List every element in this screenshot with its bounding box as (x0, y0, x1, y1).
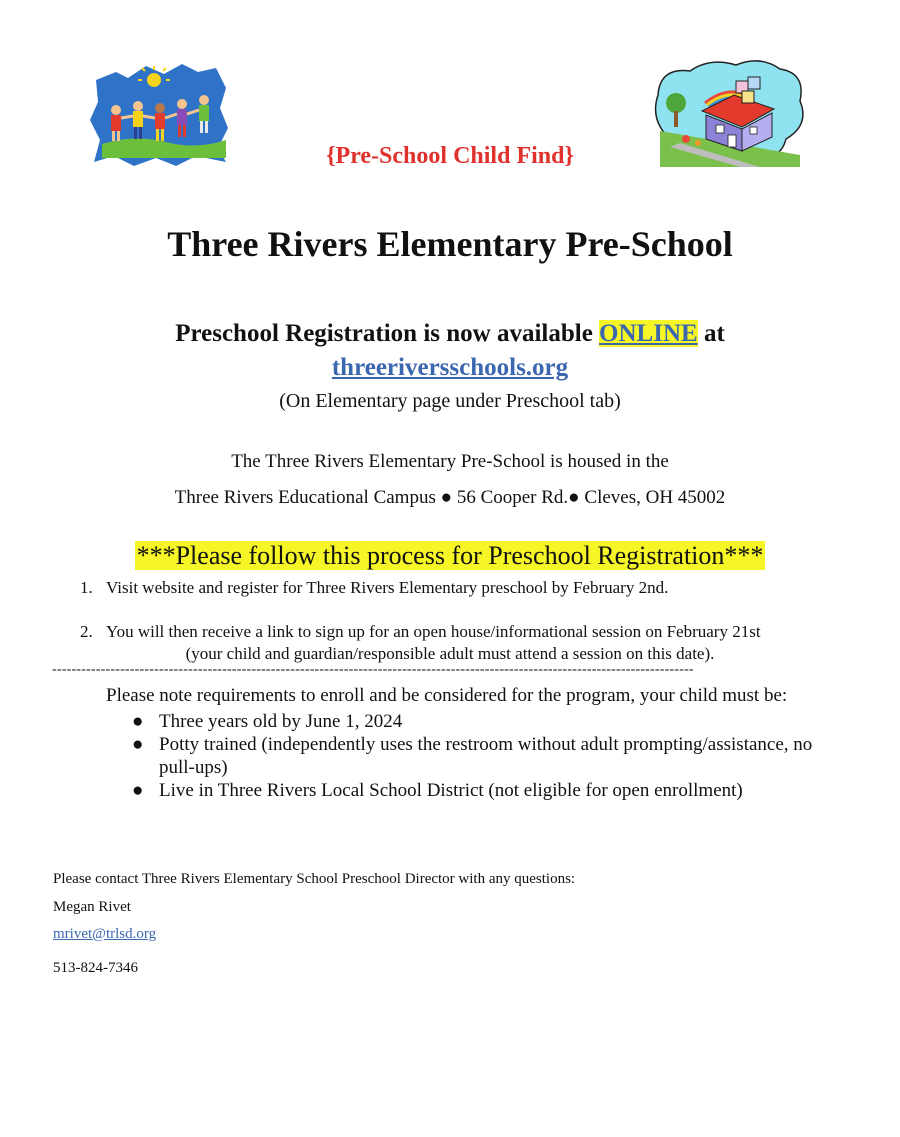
requirement-text: Potty trained (independently uses the restroom without adult prompting/assistance, no pull-ups) (159, 734, 813, 778)
bullet-icon: ● (132, 711, 144, 732)
page-title: Three Rivers Elementary Pre-School (167, 224, 733, 264)
process-banner-text: ***Please follow this process for Preschool Registration*** (136, 541, 764, 570)
requirement-item (132, 710, 852, 733)
registration-line (0, 320, 900, 348)
bullet-icon: ● (132, 734, 144, 755)
registration-note: (On Elementary page under Preschool tab) (279, 390, 621, 412)
website-link-row (0, 354, 900, 382)
requirement-item (132, 779, 852, 802)
website-link[interactable]: threeriversschools.org (331, 354, 569, 381)
location-line-2: Three Rivers Educational Campus ● 56 Cooper Rd.● Cleves, OH 45002 (174, 487, 726, 508)
contact-line: Please contact Three Rivers Elementary School Preschool Director with any questions: (53, 871, 576, 887)
step-number: 2. (80, 622, 93, 641)
process-banner (0, 541, 900, 571)
contact-name: Megan Rivet (53, 899, 131, 915)
dashed-divider: ------------------------------------------------------------------------------------------------------------------------------------ (52, 662, 694, 677)
process-step (80, 578, 668, 598)
requirements-intro: Please note requirements to enroll and be considered for the program, your child must be: (106, 685, 788, 706)
bullet-icon: ● (132, 780, 144, 801)
requirement-text: Live in Three Rivers Local School District (not eligible for open enrollment) (159, 780, 743, 801)
process-step (80, 622, 761, 642)
step-text: You will then receive a link to sign up for an open house/informational session on February 21st (106, 622, 761, 641)
requirement-item (132, 733, 852, 779)
contact-email-link[interactable]: mrivet@trlsd.org (53, 926, 157, 942)
child-find-kicker: {Pre-School Child Find} (326, 143, 574, 169)
step-text-continuation: (your child and guardian/responsible adult must attend a session on this date). (185, 644, 715, 663)
registration-suffix: at (697, 320, 725, 347)
contact-phone: 513-824-7346 (53, 960, 138, 976)
location-line-1: The Three Rivers Elementary Pre-School is housed in the (231, 451, 669, 472)
step-number: 1. (80, 578, 93, 597)
registration-prefix: Preschool Registration is now available (175, 320, 600, 347)
requirement-text: Three years old by June 1, 2024 (159, 711, 403, 732)
online-link[interactable]: ONLINE (599, 320, 698, 347)
step-text: Visit website and register for Three Rivers Elementary preschool by February 2nd. (106, 578, 669, 597)
